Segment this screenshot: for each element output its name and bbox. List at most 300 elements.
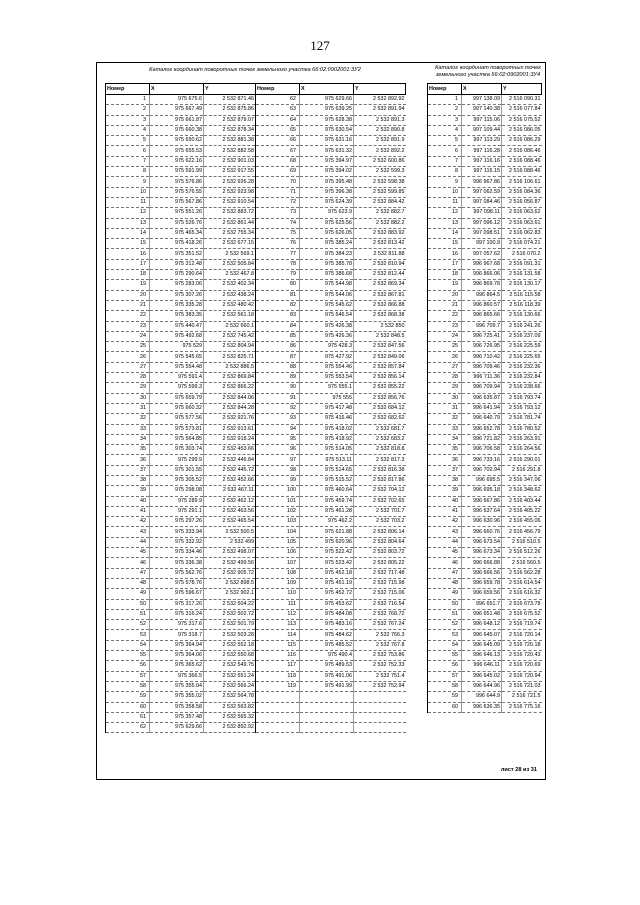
coord-y: 2 516 562.28: [502, 568, 542, 578]
coord-x: 997 116.15: [462, 167, 502, 177]
coord-x: 975 578.76: [150, 578, 204, 588]
coord-x: 996 645.07: [462, 630, 502, 640]
coord-x: 975 626.05: [300, 228, 354, 238]
coord-y: 2 516 056.87: [502, 197, 542, 207]
coord-x: 996 709.46: [462, 362, 502, 372]
empty-cell: [300, 712, 354, 722]
coord-x: 996 666.56: [462, 568, 502, 578]
table-row: [428, 259, 542, 269]
point-number: 111: [256, 599, 300, 609]
coord-x: 975 396.38: [300, 187, 354, 197]
coord-x: 975 317.26: [150, 599, 204, 609]
point-number: 44: [106, 537, 150, 547]
coord-x: 975 394.02: [300, 167, 354, 177]
coord-x: 997 098.51: [462, 228, 502, 238]
coord-x: 997 109.44: [462, 125, 502, 135]
point-number: 57: [428, 671, 462, 681]
coord-x: 975 460.64: [300, 486, 354, 496]
coord-y: 2 532 882.58: [204, 146, 256, 156]
point-number: 36: [106, 455, 150, 465]
point-number: 14: [428, 228, 462, 238]
table-row: [106, 465, 406, 475]
coord-x: 975 513.11: [300, 455, 354, 465]
point-number: 24: [106, 331, 150, 341]
point-number: 1: [428, 95, 462, 105]
coord-x: 975 545.65: [150, 352, 204, 362]
point-number: 24: [428, 331, 462, 341]
coord-x: 996 645.09: [462, 640, 502, 650]
column-header: X: [300, 84, 354, 95]
coord-y: 2 532 462.12: [204, 496, 256, 506]
point-number: 38: [106, 475, 150, 485]
table-row: [428, 300, 542, 310]
coord-y: 2 532 805.22: [354, 558, 406, 568]
point-number: 14: [106, 228, 150, 238]
table-row: [106, 681, 406, 691]
coord-y: 2 516 616.32: [502, 589, 542, 599]
table-row: [428, 527, 542, 537]
coord-x: 975 599.3: [150, 383, 204, 393]
coord-x: 975 332.92: [150, 537, 204, 547]
coord-y: 2 532 857.84: [354, 362, 406, 372]
point-number: 90: [256, 383, 300, 393]
point-number: 43: [428, 527, 462, 537]
table-row: [106, 373, 406, 383]
column-header: Y: [354, 84, 406, 95]
coord-y: 2 516 456.79: [502, 527, 542, 537]
coord-y: 2 516 131.58: [502, 270, 542, 280]
point-number: 6: [428, 146, 462, 156]
point-number: 36: [428, 455, 462, 465]
point-number: 4: [428, 125, 462, 135]
point-number: 54: [106, 640, 150, 650]
point-number: 47: [428, 568, 462, 578]
point-number: 96: [256, 445, 300, 455]
table-row: [428, 393, 542, 403]
coord-x: 975 301.55: [150, 465, 204, 475]
coord-x: 975 417.48: [300, 403, 354, 413]
coord-y: 2 532 804.94: [204, 342, 256, 352]
coord-x: 975 385.24: [300, 239, 354, 249]
coord-x: 975 623.9: [300, 208, 354, 218]
point-number: 68: [256, 156, 300, 166]
coord-y: 2 532 569.1: [204, 249, 256, 259]
coord-x: 975 452.18: [300, 568, 354, 578]
coord-x: 996 640.79: [462, 414, 502, 424]
table-row: [428, 136, 542, 146]
coord-x: 997 062.59: [462, 187, 502, 197]
coord-y: 2 516 673.78: [502, 599, 542, 609]
point-number: 49: [106, 589, 150, 599]
point-number: 102: [256, 506, 300, 516]
table-row: [428, 630, 542, 640]
coord-x: 975 650.62: [150, 136, 204, 146]
coord-y: 2 532 445.72: [204, 465, 256, 475]
table-row: [428, 218, 542, 228]
coord-y: 2 532 500.5: [204, 527, 256, 537]
coord-x: 996 967.86: [462, 177, 502, 187]
coord-x: 975 451.19: [300, 578, 354, 588]
table-row: [106, 506, 406, 516]
coord-x: 975 625.56: [300, 218, 354, 228]
coord-x: 996 866.06: [462, 270, 502, 280]
point-number: 31: [428, 403, 462, 413]
coord-x: 997 140.38: [462, 105, 502, 115]
column-header: Номер: [256, 84, 300, 95]
empty-cell: [256, 712, 300, 722]
coord-y: 2 532 716.54: [354, 599, 406, 609]
table-row: [428, 177, 542, 187]
coord-y: 2 532 816.38: [354, 465, 406, 475]
coord-y: 2 516 062.83: [502, 228, 542, 238]
point-number: 9: [428, 177, 462, 187]
table-row: [106, 300, 406, 310]
point-number: 29: [428, 383, 462, 393]
coord-x: 975 461.28: [300, 506, 354, 516]
point-number: 27: [106, 362, 150, 372]
coord-x: 975 491.06: [300, 671, 354, 681]
coord-y: 2 532 879.07: [204, 115, 256, 125]
coord-y: 2 532 752.94: [354, 681, 406, 691]
point-number: 99: [256, 475, 300, 485]
coord-x: 975 591.99: [150, 167, 204, 177]
coord-y: 2 532 501.79: [204, 620, 256, 630]
coord-y: 2 516 086.05: [502, 125, 542, 135]
point-number: 53: [428, 630, 462, 640]
coord-x: 975 620.96: [300, 537, 354, 547]
point-number: 64: [256, 115, 300, 125]
point-number: 95: [256, 434, 300, 444]
point-number: 37: [428, 465, 462, 475]
coord-y: 2 516 088.46: [502, 156, 542, 166]
table-row: [428, 342, 542, 352]
coord-y: 2 532 745.42: [204, 331, 256, 341]
table-row: [428, 475, 542, 485]
point-number: 72: [256, 197, 300, 207]
point-number: 17: [106, 259, 150, 269]
coord-y: 2 532 892.92: [204, 723, 256, 733]
table-row: [106, 105, 406, 115]
point-number: 7: [106, 156, 150, 166]
point-number: 32: [428, 414, 462, 424]
table-row: [428, 125, 542, 135]
point-number: 34: [428, 434, 462, 444]
point-number: 17: [428, 259, 462, 269]
point-number: 92: [256, 403, 300, 413]
point-number: 20: [428, 290, 462, 300]
coord-x: 996 709.7: [462, 321, 502, 331]
coord-x: 996 646.11: [462, 661, 502, 671]
coord-x: 997 113.29: [462, 136, 502, 146]
coord-y: 2 516 347.06: [502, 475, 542, 485]
empty-cell: [300, 702, 354, 712]
coord-x: 975 639.25: [300, 105, 354, 115]
empty-cell: [354, 712, 406, 722]
coord-y: 2 516 720.94: [502, 671, 542, 681]
point-number: 91: [256, 393, 300, 403]
coord-x: 975 385.78: [300, 259, 354, 269]
table-row: [106, 578, 406, 588]
point-number: 52: [428, 620, 462, 630]
coord-x: 975 386.68: [300, 270, 354, 280]
table-row: [106, 640, 406, 650]
table-row: [428, 352, 542, 362]
coord-x: 975 418.92: [300, 434, 354, 444]
coord-x: 975 426.36: [300, 331, 354, 341]
table-row: [428, 311, 542, 321]
coord-y: 2 532 867.81: [354, 290, 406, 300]
table-row: [428, 445, 542, 455]
table-row: [106, 208, 406, 218]
point-number: 58: [106, 681, 150, 691]
point-number: 55: [428, 651, 462, 661]
point-number: 116: [256, 651, 300, 661]
coord-x: 975 484.08: [300, 609, 354, 619]
table-row: [106, 558, 406, 568]
coord-y: 2 532 753.86: [354, 651, 406, 661]
table-row: [106, 167, 406, 177]
coord-y: 2 532 913.61: [204, 424, 256, 434]
point-number: 46: [428, 558, 462, 568]
table-row: [106, 311, 406, 321]
coord-y: 2 532 891.3: [354, 115, 406, 125]
point-number: 8: [106, 167, 150, 177]
point-number: 11: [106, 197, 150, 207]
column-header: Номер: [428, 84, 462, 95]
point-number: 94: [256, 424, 300, 434]
coord-y: 2 516 130.17: [502, 280, 542, 290]
point-number: 51: [106, 609, 150, 619]
table-row: [428, 640, 542, 650]
coord-y: 2 532 813.42: [354, 239, 406, 249]
coord-x: 975 622.16: [150, 156, 204, 166]
coord-x: 996 673.34: [462, 548, 502, 558]
table-row: [106, 95, 406, 105]
coord-y: 2 516 719.74: [502, 620, 542, 630]
coord-x: 996 865.66: [462, 311, 502, 321]
column-header: X: [462, 84, 502, 95]
coord-x: 975 316.24: [150, 609, 204, 619]
coord-y: 2 532 715.06: [354, 589, 406, 599]
coord-y: 2 516 614.54: [502, 578, 542, 588]
point-number: 22: [106, 311, 150, 321]
table-row: [428, 115, 542, 125]
coord-y: 2 532 886.5: [204, 362, 256, 372]
table-row: [428, 414, 542, 424]
coord-x: 975 366.5: [150, 671, 204, 681]
coord-x: 975 553.54: [300, 373, 354, 383]
coord-y: 2 532 892.92: [354, 95, 406, 105]
table-row: [106, 599, 406, 609]
coord-x: 996 641.94: [462, 403, 502, 413]
point-number: 23: [428, 321, 462, 331]
table-row: [106, 424, 406, 434]
point-number: 13: [106, 218, 150, 228]
table-row: [428, 95, 542, 105]
table-row: [106, 517, 406, 527]
point-number: 48: [428, 578, 462, 588]
coord-y: 2 532 755.34: [204, 228, 256, 238]
empty-cell: [300, 692, 354, 702]
coord-y: 2 516 232.36: [502, 362, 542, 372]
coord-x: 975 307.26: [150, 290, 204, 300]
table-row: [106, 259, 406, 269]
coord-y: 2 516 086.46: [502, 146, 542, 156]
coord-y: 2 532 499: [204, 537, 256, 547]
coord-x: 997 096.12: [462, 218, 502, 228]
coord-x: 996 710.42: [462, 352, 502, 362]
coord-y: 2 532 884.42: [354, 197, 406, 207]
coord-x: 996 648.12: [462, 620, 502, 630]
coord-x: 975 555: [300, 393, 354, 403]
coord-y: 2 516 070.2: [502, 249, 542, 259]
point-number: 110: [256, 589, 300, 599]
coord-y: 2 532 848.5: [354, 331, 406, 341]
coord-x: 975 289.9: [150, 496, 204, 506]
coord-x: 975 591.4: [150, 373, 204, 383]
coord-x: 975 357.48: [150, 712, 204, 722]
point-number: 5: [106, 136, 150, 146]
table-row: [106, 290, 406, 300]
point-number: 59: [428, 692, 462, 702]
coord-x: 975 303.74: [150, 445, 204, 455]
coord-x: 975 297.26: [150, 517, 204, 527]
coord-x: 975 358.58: [150, 702, 204, 712]
table-row: [106, 197, 406, 207]
point-number: 101: [256, 496, 300, 506]
coord-y: 2 516 090.31: [502, 95, 542, 105]
coord-y: 2 516 084.36: [502, 187, 542, 197]
catalog-a-table: [105, 83, 406, 733]
point-number: 56: [428, 661, 462, 671]
point-number: 21: [428, 300, 462, 310]
point-number: 100: [256, 486, 300, 496]
point-number: 89: [256, 373, 300, 383]
coord-y: 2 532 717.48: [354, 568, 406, 578]
coord-y: 2 532 806.14: [354, 527, 406, 537]
coord-x: 975 573.81: [150, 424, 204, 434]
coord-x: 975 554.46: [300, 362, 354, 372]
table-row: [106, 723, 406, 733]
coord-x: 975 675.6: [150, 95, 204, 105]
point-number: 67: [256, 146, 300, 156]
point-number: 43: [106, 527, 150, 537]
coord-y: 2 532 503.28: [204, 630, 256, 640]
coord-y: 2 532 453.66: [204, 445, 256, 455]
catalog-a-title: Каталог координат поворотных точек земельного участка 66:02:0902001:3У2: [149, 67, 361, 73]
coord-x: 975 546.54: [300, 311, 354, 321]
coord-x: 975 577.56: [150, 414, 204, 424]
point-number: 20: [106, 290, 150, 300]
table-row: [106, 218, 406, 228]
table-row: [428, 424, 542, 434]
point-number: 108: [256, 568, 300, 578]
coord-x: 975 554.48: [150, 362, 204, 372]
coord-y: 2 532 861.44: [204, 218, 256, 228]
point-number: 88: [256, 362, 300, 372]
table-row: [106, 475, 406, 485]
coord-x: 996 659.56: [462, 589, 502, 599]
coord-y: 2 532 467.11: [204, 486, 256, 496]
coord-y: 2 532 804.64: [354, 537, 406, 547]
point-number: 34: [106, 434, 150, 444]
table-row: [106, 455, 406, 465]
point-number: 62: [106, 723, 150, 733]
coord-x: 997 138.09: [462, 95, 502, 105]
table-row: [106, 331, 406, 341]
coord-y: 2 516 091.31: [502, 259, 542, 269]
coord-x: 975 283.06: [150, 280, 204, 290]
coord-x: 975 394.97: [300, 156, 354, 166]
coord-x: 997 098.11: [462, 208, 502, 218]
page-number: 127: [310, 38, 330, 53]
point-number: 47: [106, 568, 150, 578]
point-number: 30: [106, 393, 150, 403]
point-number: 32: [106, 414, 150, 424]
column-header: Y: [204, 84, 256, 95]
coord-x: 975 318.7: [150, 630, 204, 640]
coord-y: 2 516 348.62: [502, 486, 542, 496]
table-row: [106, 414, 406, 424]
coord-y: 2 532 702.65: [354, 496, 406, 506]
coord-y: 2 532 701.7: [354, 506, 406, 516]
table-row: [428, 465, 542, 475]
point-number: 30: [428, 393, 462, 403]
coord-x: 996 967.68: [462, 259, 502, 269]
table-row: [106, 177, 406, 187]
point-number: 41: [106, 506, 150, 516]
coord-x: 996 652.78: [462, 424, 502, 434]
point-number: 9: [106, 177, 150, 187]
empty-cell: [354, 702, 406, 712]
table-row: [106, 362, 406, 372]
table-row: [428, 496, 542, 506]
coord-x: 975 334.46: [150, 548, 204, 558]
point-number: 12: [106, 208, 150, 218]
coord-y: 2 516 720.14: [502, 630, 542, 640]
point-number: 3: [428, 115, 462, 125]
point-number: 73: [256, 208, 300, 218]
table-row: [106, 270, 406, 280]
coord-x: 996 651.48: [462, 609, 502, 619]
coord-y: 2 532 677.15: [204, 239, 256, 249]
coord-y: 2 532 866.88: [354, 300, 406, 310]
coord-x: 975 629.66: [150, 723, 204, 733]
coord-y: 2 532 600.86: [354, 156, 406, 166]
coord-y: 2 532 882.2: [354, 218, 406, 228]
point-number: 16: [106, 249, 150, 259]
table-row: [428, 105, 542, 115]
coord-x: 975 459.74: [300, 496, 354, 506]
point-number: 12: [428, 208, 462, 218]
coord-x: 975 291.1: [150, 506, 204, 516]
coord-x: 997 116.16: [462, 156, 502, 166]
coord-y: 2 532 869.84: [204, 373, 256, 383]
coord-x: 997 115.06: [462, 115, 502, 125]
table-row: [106, 156, 406, 166]
coord-y: 2 532 921.76: [204, 414, 256, 424]
table-row: [106, 548, 406, 558]
table-row: [106, 434, 406, 444]
point-number: 106: [256, 548, 300, 558]
coord-y: 2 532 684.12: [354, 403, 406, 413]
point-number: 55: [106, 651, 150, 661]
table-row: [106, 228, 406, 238]
point-number: 77: [256, 249, 300, 259]
point-number: 39: [106, 486, 150, 496]
coord-x: 975 384.23: [300, 249, 354, 259]
point-number: 21: [106, 300, 150, 310]
